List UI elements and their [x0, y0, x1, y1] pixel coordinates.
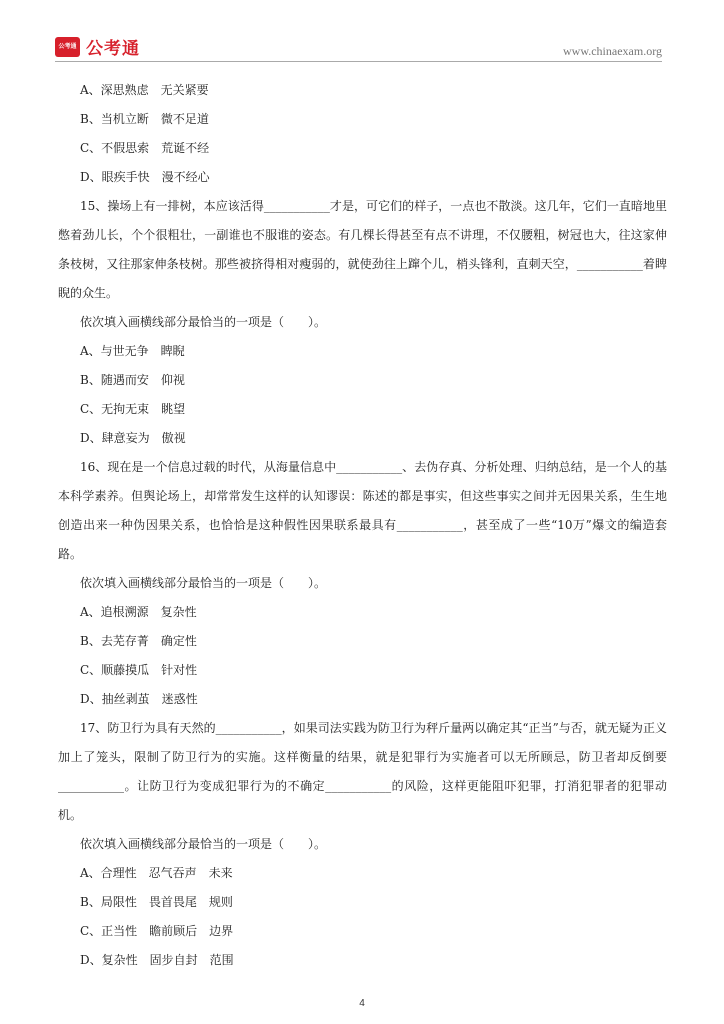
- q14-option-c: C、不假思索 荒诞不经: [80, 141, 210, 155]
- q17-option-c: C、正当性 瞻前顾后 边界: [80, 924, 234, 938]
- q16-option-a: A、追根溯源 复杂性: [80, 605, 197, 619]
- q16-text: 16、现在是一个信息过载的时代，从海量信息中___________、去伪存真、分析处理、归纳总结，是一个人的基本科学素养。但舆论场上，却常常发生这样的认知谬误：陈述的都是事实，但这些事实之间并无因果关系，生生地创造出来一种伪因果关系，也恰恰是这种假性因果联系最具有___________，甚至成了一些“10万”爆文的编造套路。: [58, 460, 667, 561]
- q15-text: 15、操场上有一排树，本应该活得___________才是，可它们的样子，一点也不散淡。这几年，它们一直暗地里憋着劲儿长，个个很粗壮，一副谁也不服谁的姿态。有几棵长得甚至有点不讲理，不仅腰粗，树冠也大，往这家伸条枝树，又往那家伸条枝树。那些被挤得相对瘦弱的，就使劲往上蹿个儿，梢头锋利，直刺天空，___________着睥睨的众生。: [58, 199, 667, 300]
- q14-option-a: A、深思熟虑 无关紧要: [80, 83, 209, 97]
- logo-badge-icon: 公考通: [55, 37, 80, 57]
- q15-option-b: B、随遇而安 仰视: [80, 373, 185, 387]
- page-header: [0, 0, 724, 64]
- q16-option-c: C、顺藤摸瓜 针对性: [80, 663, 198, 677]
- q17-text: 17、防卫行为具有天然的___________，如果司法实践为防卫行为秤斤量两以确定其“正当”与否，就无疑为正义加上了笼头，限制了防卫行为的实施。这样衡量的结果，就是犯罪行为实施者可以无所顾忌，防卫者却反倒要___________。让防卫行为变成犯罪行为的不确定___________的风险，这样更能阻吓犯罪，打消犯罪者的犯罪动机。: [58, 721, 667, 822]
- q14-option-d: D、眼疾手快 漫不经心: [80, 170, 210, 184]
- site-url[interactable]: www.chinaexam.org: [563, 44, 662, 58]
- q15-prompt: 依次填入画横线部分最恰当的一项是（ ）。: [80, 315, 327, 329]
- site-logo[interactable]: [55, 34, 140, 59]
- q17-option-b: B、局限性 畏首畏尾 规则: [80, 895, 233, 909]
- q15-option-c: C、无拘无束 眺望: [80, 402, 186, 416]
- q16-option-d: D、抽丝剥茧 迷惑性: [80, 692, 198, 706]
- q16-option-b: B、去芜存菁 确定性: [80, 634, 197, 648]
- q14-option-b: B、当机立断 微不足道: [80, 112, 209, 126]
- q15-option-a: A、与世无争 睥睨: [80, 344, 185, 358]
- q17-prompt: 依次填入画横线部分最恰当的一项是（ ）。: [80, 837, 327, 851]
- q17-option-a: A、合理性 忍气吞声 未来: [80, 866, 233, 880]
- logo-text: 公考通: [86, 39, 140, 59]
- page-number: 4: [359, 998, 365, 1009]
- q17-option-d: D、复杂性 固步自封 范围: [80, 953, 234, 967]
- header-divider: [55, 61, 662, 62]
- document-body: [58, 76, 667, 975]
- q16-prompt: 依次填入画横线部分最恰当的一项是（ ）。: [80, 576, 327, 590]
- q15-option-d: D、肆意妄为 傲视: [80, 431, 186, 445]
